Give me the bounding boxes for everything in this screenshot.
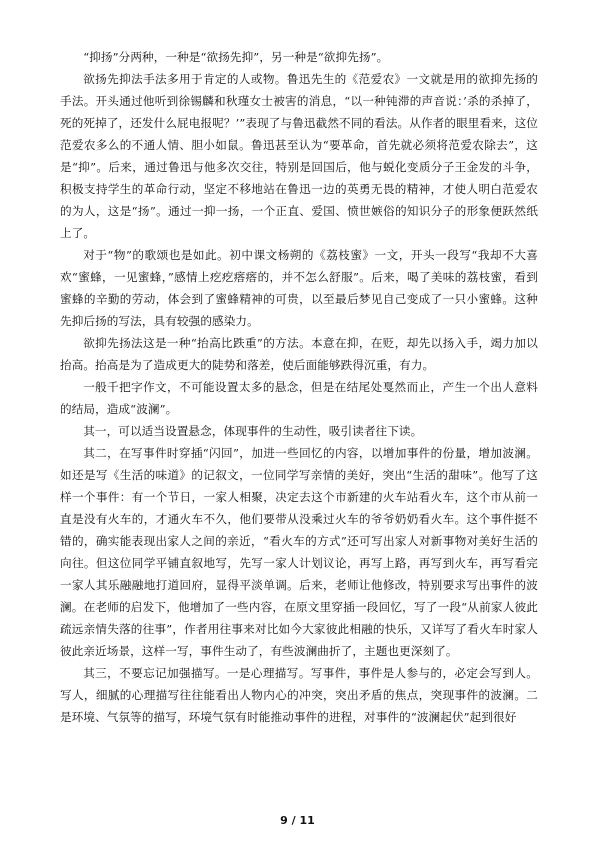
paragraph-point-two: 其二，在写事件时穿插“闪回”，加进一些回忆的内容，以增加事件的份量，增加波澜。如还是写《生活的味道》的记叙文，一位同学写亲情的美好，突出“生活的甜味”。他写了这样一个事件：有一个节日，一家人相聚，决定去这个市新建的火车站看火车，这个市从前一直是没有火车的，才通火车不久，他们要带从没乘过火车的爷爷奶奶看火车。这个事件挺不错的，确实能表现出家人之间的亲近，“看火车的方式”还可写出家人对新事物对美好生活的向往。但这位同学平铺直叙地写，先写一家人计划议论，再写上路，再写到火车，再写看完一家人其乐融融地打道回府，显得平淡单调。后来，老师让他修改，特别要求写出事件的波澜。在老师的启发下，他增加了一些内容，在原文里穿插一段回忆，写了一段“从前家人彼此疏远亲情失落的往事”，作者用往事来对比如今大家彼此相融的快乐，又详写了看火车时家人彼此亲近场景，这样一写，事件生动了，有些波澜曲折了，主题也更深刻了。 bbox=[60, 446, 538, 658]
paragraph-intro: “抑扬”分两种，一种是“欲扬先抑”，另一种是“欲抑先扬”。 bbox=[83, 50, 389, 64]
paragraph-point-three: 其三，不要忘记加强描写。一是心理描写。写事件，事件是人参与的，必定会写到人。写人，细腻的心理描写往往能看出人物内心的冲突，突出矛盾的焦点，突现事件的波澜。二是环境、气氛等的描写，环境气氛有时能推动事件的进程，对事件的“波澜起伏”起到很好 bbox=[60, 666, 538, 724]
paragraph-yi-yang: 欲抑先扬法这是一种“抬高比跌重”的方法。本意在抑，在贬，却先以扬入手，竭力加以抬高。抬高是为了造成更大的陡势和落差，使后面能够跌得沉重，有力。 bbox=[60, 336, 538, 372]
paragraph-fan-ainong: 欲扬先抑法手法多用于肯定的人或物。鲁迅先生的《范爱农》一文就是用的欲抑先扬的手法。开头通过他听到徐锡麟和秋瑾女士被害的消息，“以一种钝滞的声音说：’杀的杀掉了，死的死掉了，还发什么屁电报呢？’”表现了与鲁迅截然不同的看法。从作者的眼里看来，这位范爱农多么的不通人情、胆小如鼠。鲁迅甚至认为“要革命，首先就必须将范爱农除去”，这是“抑”。后来，通过鲁迅与他多次交往，特别是回国后，他与蜕化变质分子王金发的斗争，积极支持学生的革命行动，坚定不移地站在鲁迅一边的英勇无畏的精神，才使人明白范爱农的为人，这是“扬”。通过一抑一扬，一个正直、爱国、愤世嫉俗的知识分子的形象便跃然纸上了。 bbox=[60, 72, 538, 240]
document-body bbox=[60, 46, 538, 728]
paragraph-ending: 一般千把字作文，不可能设置太多的悬念，但是在结尾处戛然而止，产生一个出人意料的结局，造成“波澜”。 bbox=[60, 380, 538, 416]
page-number: 9 / 11 bbox=[280, 814, 315, 827]
paragraph-lizhi-mi: 对于“物”的歌颂也是如此。初中课文杨朔的《荔枝蜜》一文，开头一段写“我却不大喜欢“蜜蜂，一见蜜蜂，”感情上疙疙瘩瘩的，并不怎么舒服”。后来，喝了美味的荔枝蜜，看到蜜蜂的辛勤的劳动，体会到了蜜蜂精神的可贵，以至最后梦见自己变成了一只小蜜蜂。这种先抑后扬的写法，具有较强的感染力。 bbox=[60, 248, 538, 328]
paragraph-point-one: 其一，可以适当设置悬念，体现事件的生动性，吸引读者往下读。 bbox=[83, 424, 423, 438]
